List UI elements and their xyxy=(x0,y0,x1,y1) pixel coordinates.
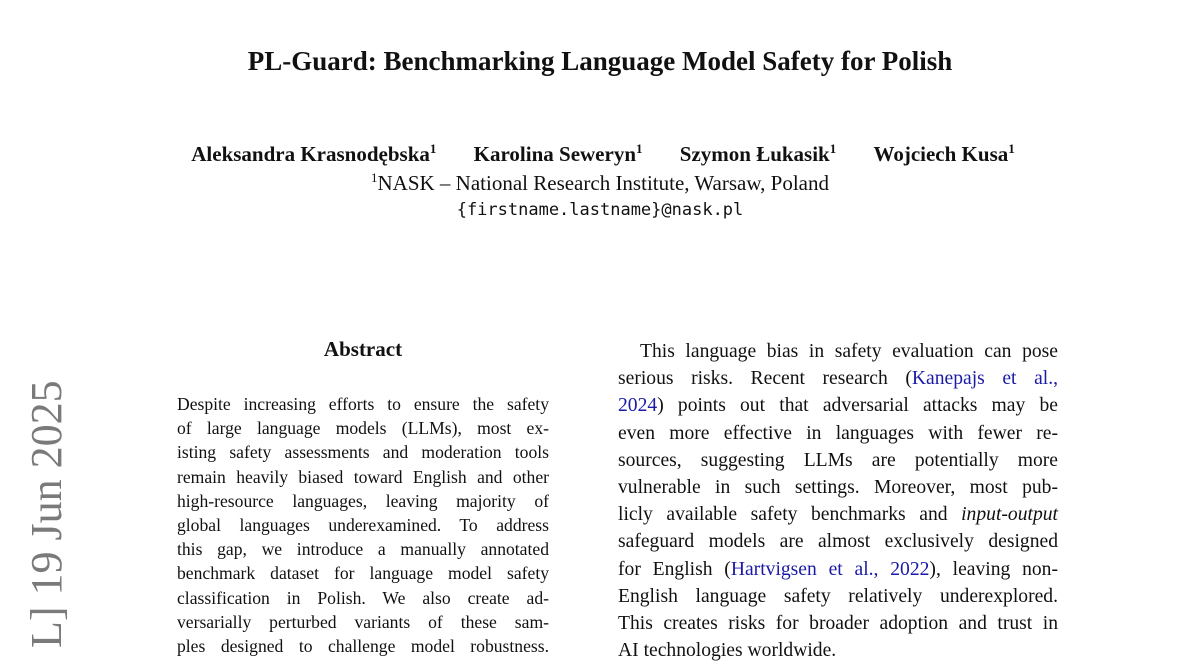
intro-line xyxy=(618,556,1058,583)
author-name: Szymon Łukasik xyxy=(679,142,830,166)
author-name: Karolina Seweryn xyxy=(473,142,637,166)
abstract-body xyxy=(177,392,549,658)
abstract-line: global languages underexamined. To address xyxy=(177,515,549,536)
affiliation xyxy=(0,170,1200,196)
author-name: Wojciech Kusa xyxy=(873,142,1009,166)
arxiv-stamp: L] 19 Jun 2025 xyxy=(22,380,71,648)
intro-line: safeguard models are almost exclusively designed xyxy=(618,531,1058,553)
email: {firstname.lastname}@nask.pl xyxy=(456,200,744,220)
citation-kanepajs[interactable]: Kanepajs et al., xyxy=(911,368,1059,390)
abstract-line: ples designed to challenge model robustness. xyxy=(177,636,549,657)
citation-hartvigsen[interactable]: Hartvigsen et al., 2022 xyxy=(730,558,930,580)
intro-body xyxy=(618,338,1058,664)
author-sup: 1 xyxy=(636,141,643,156)
emphasis: input-output xyxy=(961,504,1058,526)
intro-line: even more effective in languages with fewer re- xyxy=(618,422,1058,444)
affiliation-sup: 1 xyxy=(371,170,378,185)
text: serious risks. Recent research ( xyxy=(618,368,912,390)
author xyxy=(680,142,836,166)
text: ) points out that adversarial attacks may be xyxy=(657,395,1058,417)
citation-kanepajs-year[interactable]: 2024 xyxy=(618,395,658,417)
author-sup: 1 xyxy=(1008,141,1015,156)
paper-title: PL-Guard: Benchmarking Language Model Safety for Polish xyxy=(247,46,953,76)
intro-line: English language safety relatively underexplored. xyxy=(618,585,1058,607)
text: ), leaving non- xyxy=(929,558,1059,580)
text: for English ( xyxy=(618,558,731,580)
abstract-line: this gap, we introduce a manually annotated xyxy=(177,539,549,560)
intro-line: This creates risks for broader adoption and trust in xyxy=(618,613,1058,635)
affiliation-text: NASK – National Research Institute, Warsaw, Poland xyxy=(377,171,829,195)
abstract-line: of large language models (LLMs), most ex- xyxy=(177,418,549,439)
intro-line xyxy=(618,392,1058,419)
author xyxy=(874,142,1015,166)
abstract-line: high-resource languages, leaving majority of xyxy=(177,490,549,511)
abstract-heading: Abstract xyxy=(323,337,403,361)
intro-line: vulnerable in such settings. Moreover, most pub- xyxy=(618,477,1058,499)
author xyxy=(191,142,436,166)
author-sup: 1 xyxy=(829,141,837,156)
abstract-line: remain heavily biased toward English and other xyxy=(177,466,549,487)
intro-line xyxy=(618,501,1058,528)
author-name: Aleksandra Krasnodębska xyxy=(191,142,430,166)
abstract-line: benchmark dataset for language model safety xyxy=(177,563,549,584)
intro-line: sources, suggesting LLMs are potentially more xyxy=(618,449,1058,471)
intro-line: AI technologies worldwide. xyxy=(618,640,837,662)
abstract-line: classification in Polish. We also create ad- xyxy=(177,587,549,608)
intro-line: This language bias in safety evaluation can pose xyxy=(640,341,1058,362)
abstract-line: isting safety assessments and moderation tools xyxy=(177,442,549,463)
intro-line xyxy=(618,365,1058,392)
abstract-line: Despite increasing efforts to ensure the safety xyxy=(177,394,549,414)
author xyxy=(474,142,643,166)
author-list xyxy=(0,141,1200,167)
text: licly available safety benchmarks and xyxy=(618,504,962,526)
author-sup: 1 xyxy=(429,141,437,156)
abstract-line: versarially perturbed variants of these sam- xyxy=(177,611,549,632)
